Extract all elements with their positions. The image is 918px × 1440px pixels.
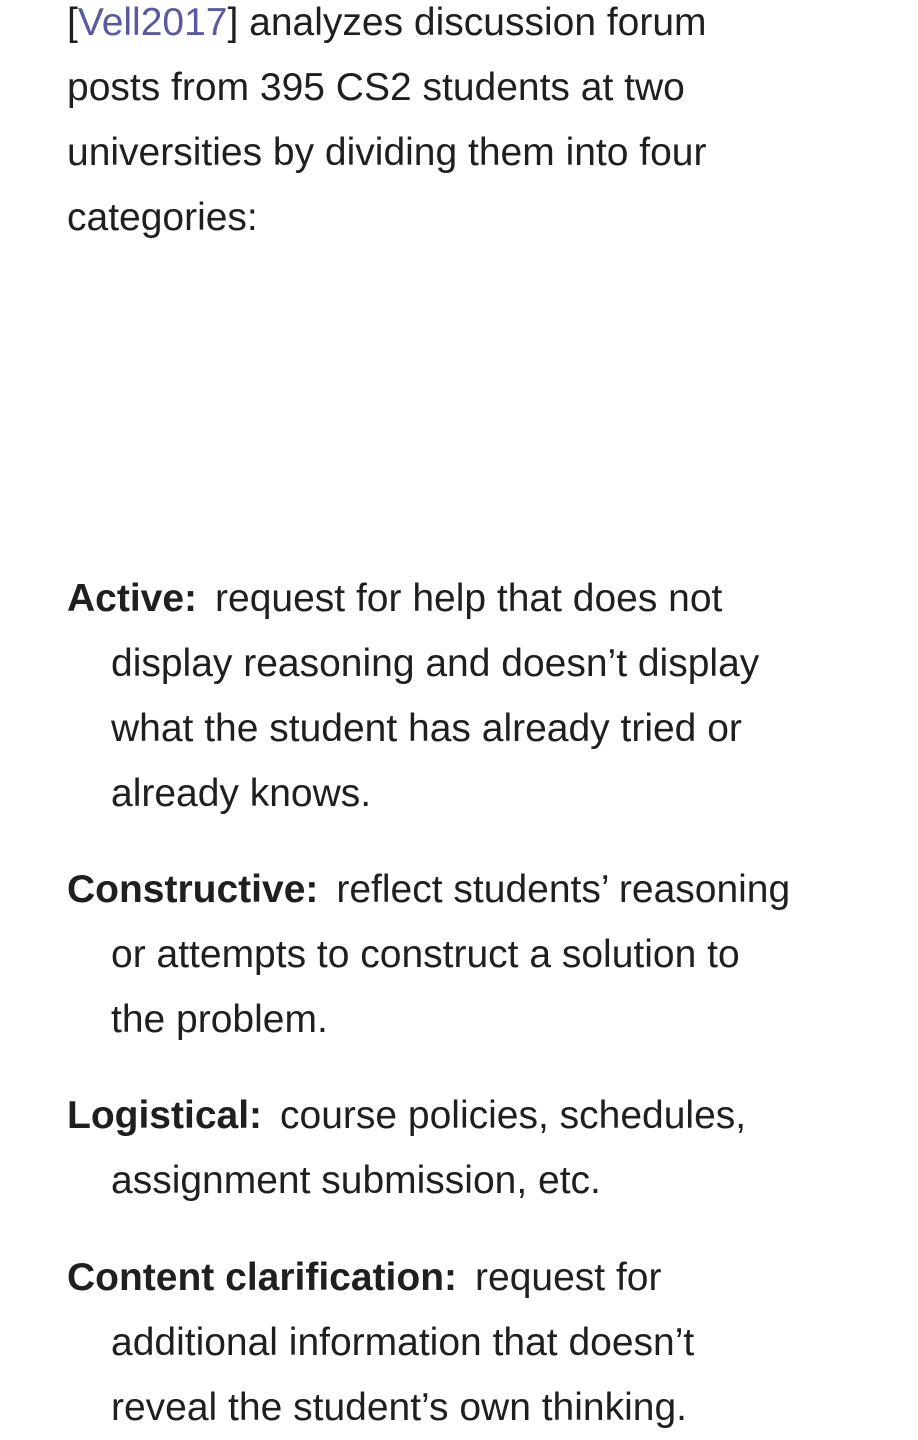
definition-text: reveal the student’s own thinking.: [111, 1386, 687, 1429]
citation-open-bracket: [: [67, 1, 78, 44]
definition-text: course policies, schedules,: [280, 1094, 747, 1137]
intro-line-4: categories:: [67, 196, 258, 239]
definition-line: [67, 631, 877, 696]
definition-text: reflect students’ reasoning: [336, 868, 791, 911]
definition-text: assignment submission, etc.: [111, 1159, 601, 1202]
intro-line-2: posts from 395 CS2 students at two: [67, 66, 685, 109]
definition-text: request for: [475, 1256, 662, 1299]
definition-line: [67, 857, 877, 922]
definition-line: [67, 922, 877, 987]
intro-paragraph: [67, 0, 867, 250]
definition-text: additional information that doesn’t: [111, 1321, 695, 1364]
term-active: Active:: [67, 577, 198, 620]
definition-active: [67, 566, 877, 826]
definition-line: [67, 1310, 877, 1375]
citation-link-vell2017[interactable]: Vell2017: [77, 1, 228, 44]
definition-text: request for help that does not: [215, 577, 723, 620]
definition-text: what the student has already tried or: [111, 707, 742, 750]
intro-line-1-text: analyzes discussion forum: [238, 1, 707, 44]
term-content-clarification: Content clarification:: [67, 1256, 458, 1299]
definition-text: the problem.: [111, 998, 328, 1041]
intro-line-3: universities by dividing them into four: [67, 131, 707, 174]
definition-line: [67, 696, 877, 761]
term-logistical: Logistical:: [67, 1094, 263, 1137]
definition-constructive: [67, 857, 877, 1052]
definition-line: [67, 1148, 877, 1213]
definition-line: [67, 1083, 877, 1148]
definition-logistical: [67, 1083, 877, 1213]
definition-line: [67, 1375, 877, 1440]
definition-text: display reasoning and doesn’t display: [111, 642, 760, 685]
definition-content-clarification: [67, 1245, 877, 1440]
definition-line: [67, 1245, 877, 1310]
definition-text: already knows.: [111, 772, 372, 815]
definition-line: [67, 987, 877, 1052]
definition-line: [67, 566, 877, 631]
definition-text: or attempts to construct a solution to: [111, 933, 740, 976]
definition-line: [67, 761, 877, 826]
term-constructive: Constructive:: [67, 868, 319, 911]
citation-close-bracket: ]: [227, 1, 239, 44]
